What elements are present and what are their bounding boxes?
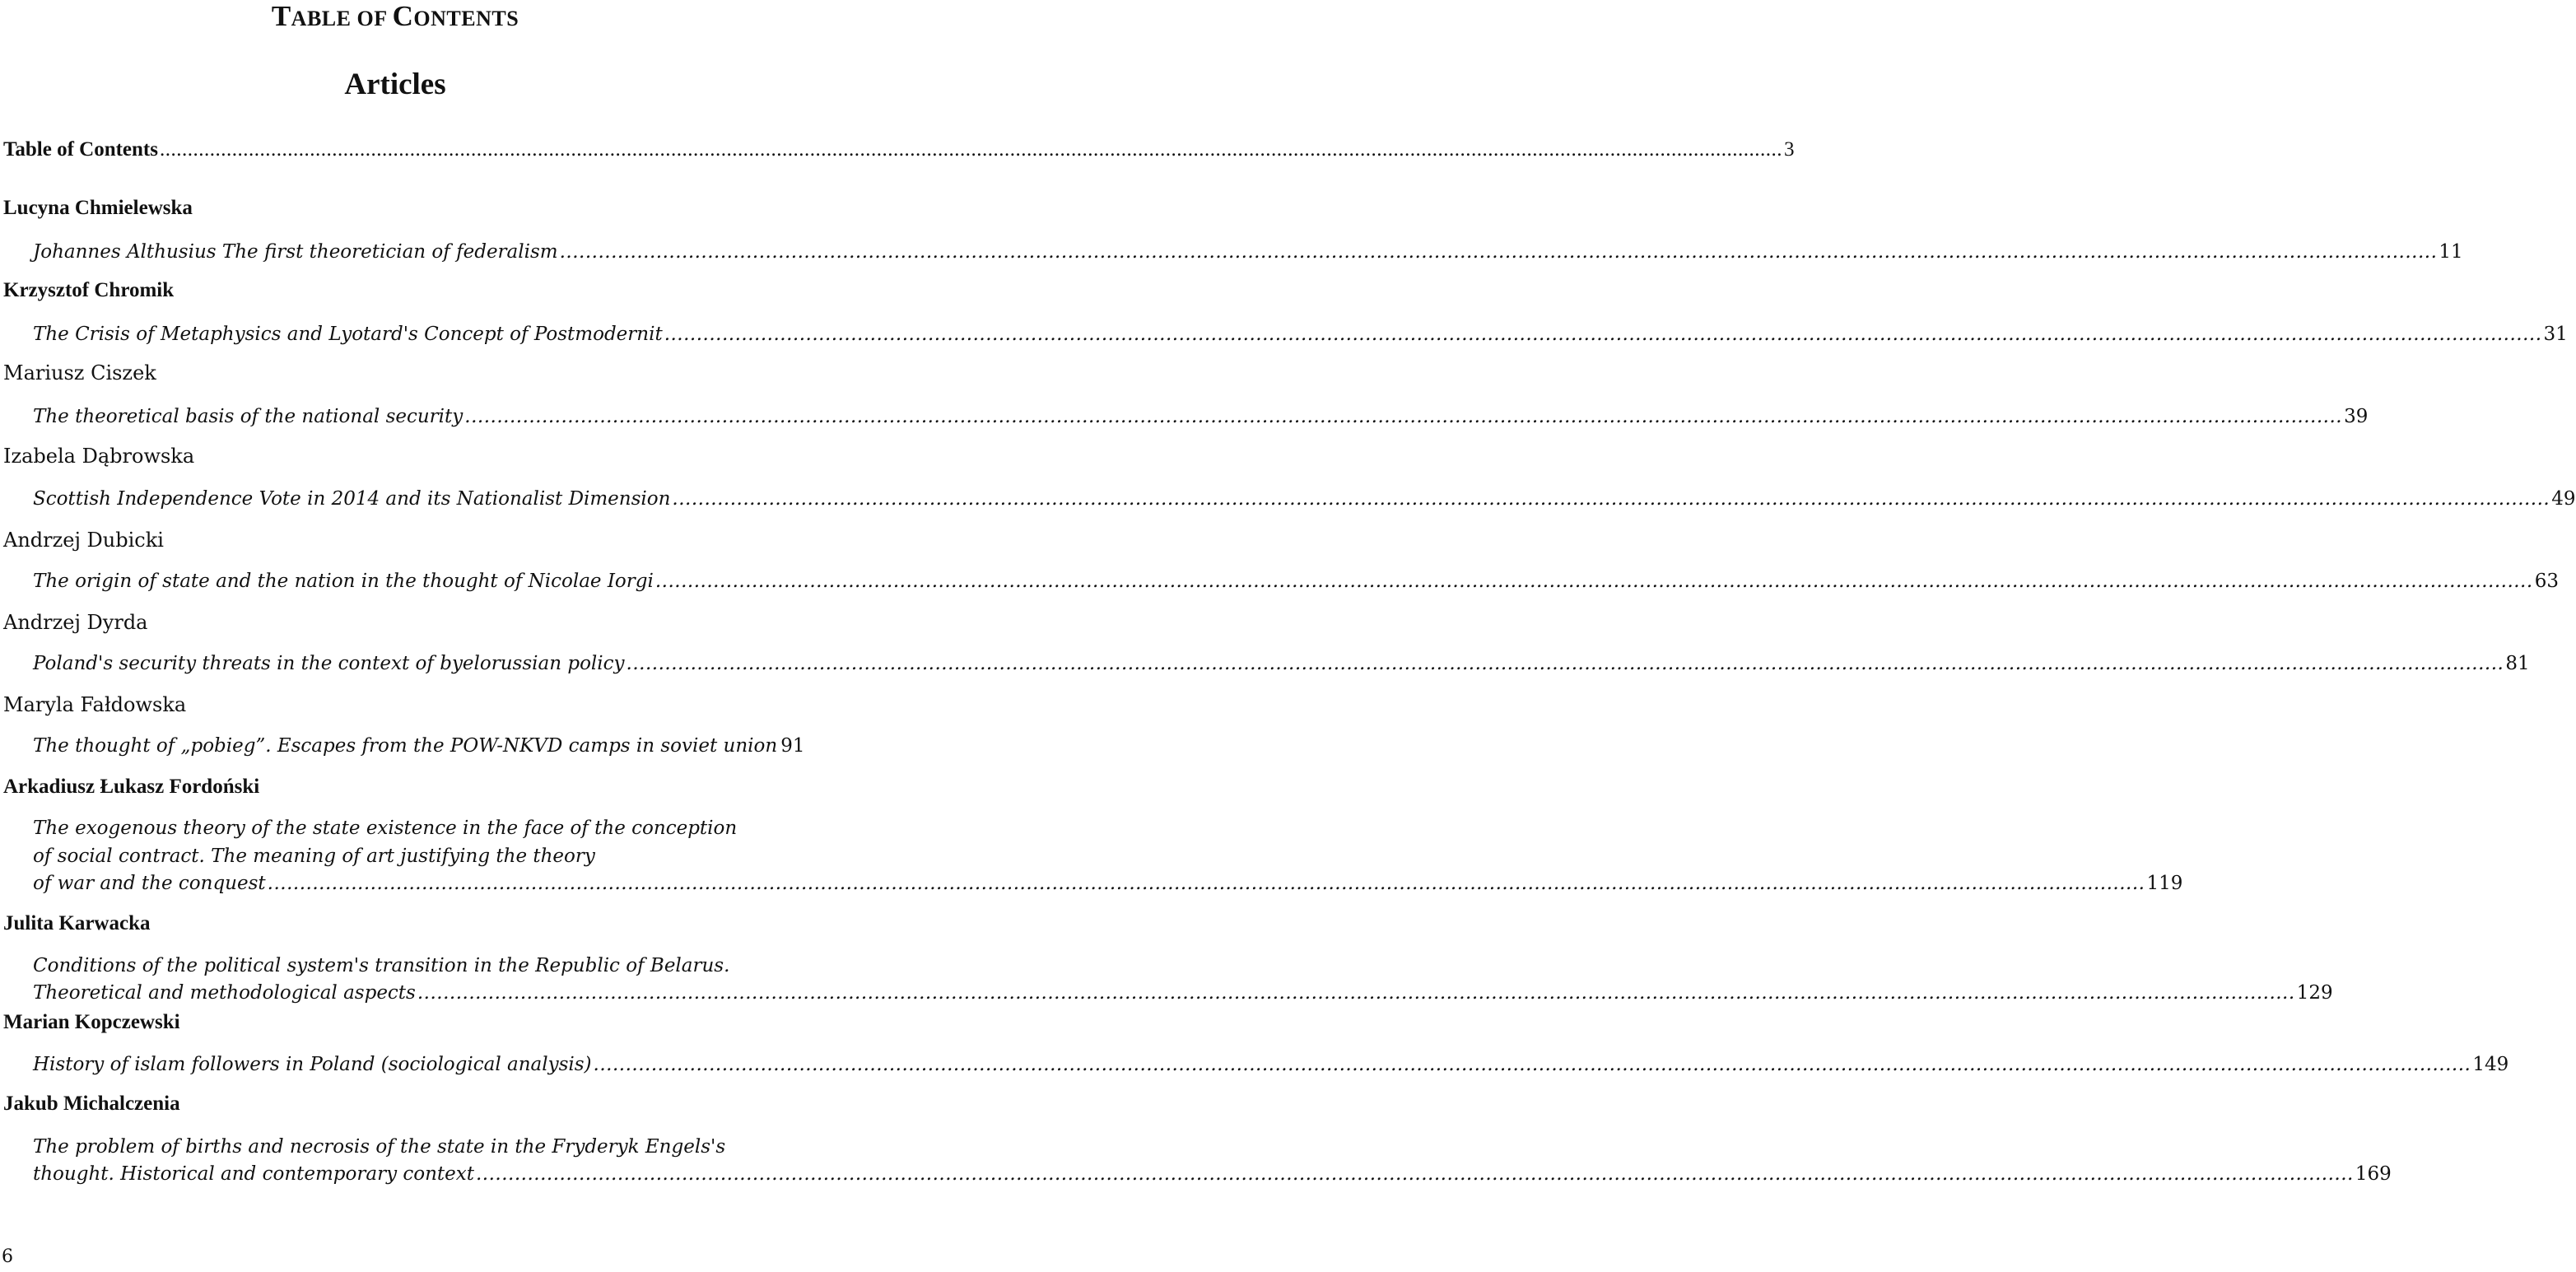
author-name: Andrzej Dyrda — [3, 611, 148, 634]
toc-entry[interactable] — [33, 650, 2530, 678]
author-name: Krzysztof Chromik — [3, 279, 175, 301]
toc-entry[interactable] — [33, 870, 2183, 897]
dot-leader — [655, 568, 2533, 595]
page-number: 169 — [2355, 1163, 2392, 1185]
author-name: Marian Kopczewski — [3, 1011, 180, 1033]
author-name: Jakub Michalczenia — [3, 1093, 180, 1115]
page-number: 49 — [2551, 488, 2576, 510]
page-number: 63 — [2534, 571, 2559, 592]
dot-leader — [664, 321, 2542, 348]
entry-title: History of islam followers in Poland (sociological analysis) — [33, 1054, 592, 1075]
toc-entry[interactable] — [33, 980, 2333, 1007]
page-number: 119 — [2146, 873, 2183, 894]
entry-title: of war and the conquest — [33, 873, 266, 894]
entry-title: The origin of state and the nation in the thought of Nicolae Iorgi — [33, 571, 654, 592]
dot-leader — [464, 403, 2342, 431]
page-number: 31 — [2543, 324, 2568, 345]
page-number: 149 — [2472, 1054, 2509, 1075]
folio-page-number: 6 — [2, 1246, 13, 1267]
author-name: Mariusz Ciszek — [3, 361, 156, 384]
toc-entry[interactable] — [33, 568, 2559, 595]
toc-entry[interactable] — [33, 486, 2576, 513]
toc-entry[interactable] — [33, 1051, 2509, 1079]
author-name: Izabela Dąbrowska — [3, 445, 195, 468]
entry-title: The thought of „pobieg”. Escapes from the POW-NKVD camps in soviet union — [33, 735, 778, 757]
entry-title: Johannes Althusius The first theoretician of federalism — [33, 241, 558, 263]
entry-title-line: The problem of births and necrosis of the state in the Fryderyk Engels's — [33, 1136, 726, 1158]
dot-leader — [476, 1161, 2354, 1188]
entry-title: thought. Historical and contemporary context — [33, 1163, 474, 1185]
entry-title: Scottish Independence Vote in 2014 and its Nationalist Dimension — [33, 488, 671, 510]
page-number: 3 — [1784, 138, 1795, 161]
toc-entry[interactable] — [33, 321, 2568, 348]
dot-leader — [672, 486, 2550, 513]
dot-leader — [594, 1051, 2471, 1079]
entry-title: The theoretical basis of the national security — [33, 406, 463, 427]
toc-entry[interactable] — [33, 239, 2463, 266]
entry-title-line: Conditions of the political system's transition in the Republic of Belarus. — [33, 955, 730, 976]
author-name: Lucyna Chmielewska — [3, 197, 193, 219]
toc-entry[interactable] — [33, 1161, 2392, 1188]
entry-title: Theoretical and methodological aspects — [33, 982, 416, 1004]
author-name: Maryla Fałdowska — [3, 693, 187, 716]
dot-leader — [160, 136, 1782, 164]
page-number: 11 — [2439, 241, 2463, 263]
dot-leader — [560, 239, 2438, 266]
dot-leader — [268, 870, 2145, 897]
page-number: 39 — [2344, 406, 2369, 427]
toc-entry[interactable] — [33, 733, 805, 760]
entry-title-line: of social contract. The meaning of art justifying the theory — [33, 846, 595, 867]
entry-title-line: The exogenous theory of the state existence in the face of the conception — [33, 818, 738, 839]
dot-leader — [417, 980, 2295, 1007]
page-number: 91 — [780, 735, 805, 757]
section-title: Articles — [344, 68, 446, 101]
dot-leader — [627, 650, 2504, 678]
page-title: TABLE OF CONTENTS — [271, 0, 519, 32]
page-number: 81 — [2505, 653, 2530, 674]
toc-entry[interactable] — [33, 403, 2369, 431]
author-name: Arkadiusz Łukasz Fordoński — [3, 776, 260, 798]
page-number: 129 — [2296, 982, 2333, 1004]
toc-entry-table-of-contents[interactable] — [3, 136, 1795, 164]
entry-title: Poland's security threats in the context of byelorussian policy — [33, 653, 625, 674]
author-name: Andrzej Dubicki — [3, 529, 164, 552]
entry-title: The Crisis of Metaphysics and Lyotard's Concept of Postmodernit — [33, 324, 663, 345]
entry-title: Table of Contents — [3, 138, 158, 161]
author-name: Julita Karwacka — [3, 912, 151, 934]
